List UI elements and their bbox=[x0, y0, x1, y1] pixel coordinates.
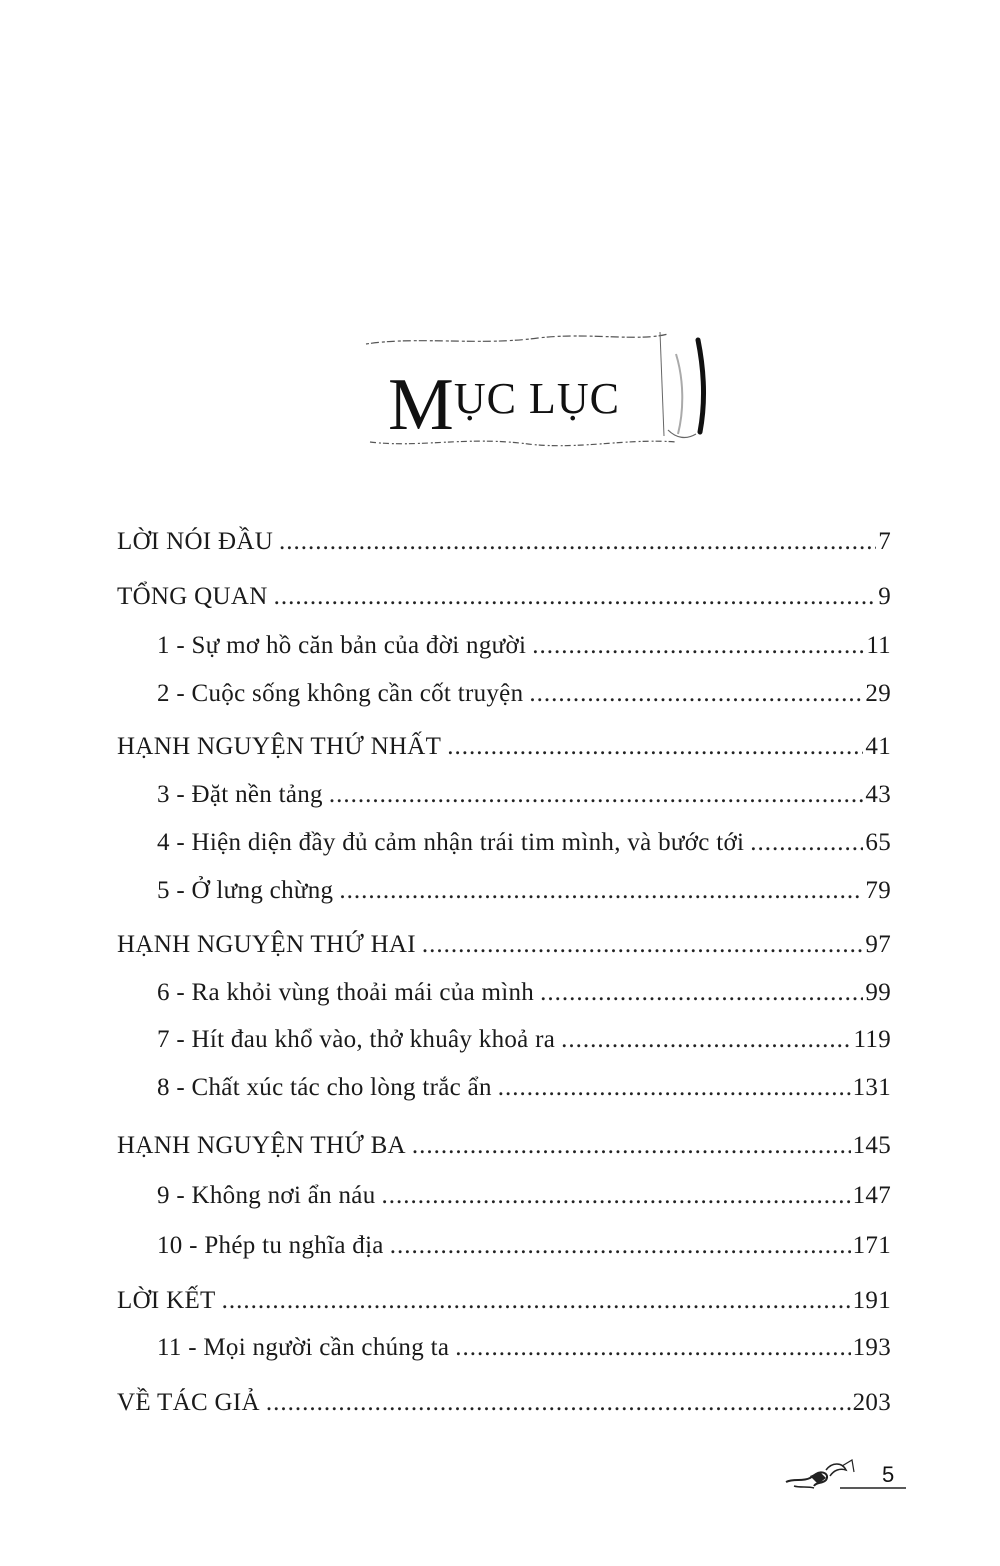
toc-entry-label: 5 - Ở lưng chừng bbox=[157, 877, 334, 904]
toc-entry-label: 1 - Sự mơ hồ căn bản của đời người bbox=[157, 632, 527, 659]
toc-entry-page: 191 bbox=[852, 1287, 891, 1314]
toc-entry-page: 131 bbox=[852, 1074, 891, 1101]
toc-leader-dots bbox=[412, 1124, 851, 1168]
toc-entry[interactable] bbox=[117, 1124, 891, 1168]
toc-leader-dots bbox=[422, 923, 863, 967]
toc-entry-page: 97 bbox=[865, 931, 891, 958]
toc-entry-label: LỜI KẾT bbox=[117, 1287, 216, 1314]
toc-subentry[interactable] bbox=[157, 1066, 891, 1110]
toc-leader-dots bbox=[222, 1279, 851, 1323]
toc-leader-dots bbox=[532, 624, 864, 668]
toc-entry-label: 8 - Chất xúc tác cho lòng trắc ẩn bbox=[157, 1074, 492, 1101]
toc-entry[interactable] bbox=[117, 575, 891, 619]
toc-leader-dots bbox=[279, 520, 876, 564]
toc-entry-label: HẠNH NGUYỆN THỨ NHẤT bbox=[117, 733, 442, 760]
toc-entry-page: 11 bbox=[866, 632, 891, 659]
title-rest: ỤC LỤC bbox=[453, 374, 620, 423]
toc-leader-dots bbox=[750, 821, 863, 865]
toc-entry-page: 147 bbox=[852, 1182, 891, 1209]
toc-entry-label: 7 - Hít đau khổ vào, thở khuây khoả ra bbox=[157, 1026, 556, 1053]
toc-entry-page: 7 bbox=[878, 528, 891, 555]
toc-entry-label: 9 - Không nơi ẩn náu bbox=[157, 1182, 376, 1209]
toc-leader-dots bbox=[329, 773, 864, 817]
title-banner bbox=[358, 330, 718, 460]
toc-entry-page: 9 bbox=[878, 583, 891, 610]
page-title bbox=[388, 360, 658, 450]
toc-entry-label: VỀ TÁC GIẢ bbox=[117, 1389, 260, 1416]
toc-subentry[interactable] bbox=[157, 1224, 891, 1268]
toc-subentry[interactable] bbox=[157, 1174, 891, 1218]
toc-leader-dots bbox=[390, 1224, 851, 1268]
toc-entry-page: 203 bbox=[852, 1389, 891, 1416]
toc-entry[interactable] bbox=[117, 1279, 891, 1323]
toc-entry-page: 193 bbox=[852, 1334, 891, 1361]
toc-leader-dots bbox=[455, 1326, 850, 1370]
toc-subentry[interactable] bbox=[157, 1326, 891, 1370]
toc-entry-page: 79 bbox=[865, 877, 891, 904]
toc-entry-page: 145 bbox=[852, 1132, 891, 1159]
page-footer bbox=[780, 1452, 910, 1502]
toc-entry-label: 4 - Hiện diện đầy đủ cảm nhận trái tim mình, và bước tới bbox=[157, 829, 745, 856]
page-number: 5 bbox=[882, 1462, 895, 1487]
toc-entry-label: 11 - Mọi người cần chúng ta bbox=[157, 1334, 450, 1361]
toc-subentry[interactable] bbox=[157, 672, 891, 716]
toc-subentry[interactable] bbox=[157, 971, 891, 1015]
toc-entry[interactable] bbox=[117, 1381, 891, 1425]
toc-entry-page: 119 bbox=[853, 1026, 891, 1053]
toc-entry-label: HẠNH NGUYỆN THỨ BA bbox=[117, 1132, 406, 1159]
toc-entry-label: LỜI NÓI ĐẦU bbox=[117, 528, 274, 555]
toc-entry-page: 99 bbox=[865, 979, 891, 1006]
toc-subentry[interactable] bbox=[157, 1018, 891, 1062]
toc-entry[interactable] bbox=[117, 725, 891, 769]
toc-entry-label: 2 - Cuộc sống không cần cốt truyện bbox=[157, 680, 524, 707]
toc-entry-label: 6 - Ra khỏi vùng thoải mái của mình bbox=[157, 979, 535, 1006]
toc-entry-label: HẠNH NGUYỆN THỨ HAI bbox=[117, 931, 416, 958]
toc-subentry[interactable] bbox=[157, 773, 891, 817]
toc-subentry[interactable] bbox=[157, 869, 891, 913]
toc-leader-dots bbox=[529, 672, 863, 716]
toc-entry-page: 43 bbox=[865, 781, 891, 808]
toc-entry-label: 10 - Phép tu nghĩa địa bbox=[157, 1232, 384, 1259]
toc-leader-dots bbox=[447, 725, 863, 769]
toc-entry-page: 65 bbox=[865, 829, 891, 856]
toc-entry-label: TỔNG QUAN bbox=[117, 583, 268, 610]
toc-leader-dots bbox=[498, 1066, 851, 1110]
toc-leader-dots bbox=[382, 1174, 851, 1218]
toc-subentry[interactable] bbox=[157, 624, 891, 668]
toc-leader-dots bbox=[561, 1018, 851, 1062]
toc-entry-label: 3 - Đặt nền tảng bbox=[157, 781, 323, 808]
toc-entry[interactable] bbox=[117, 923, 891, 967]
title-initial: M bbox=[388, 364, 454, 446]
toc-subentry[interactable] bbox=[157, 821, 891, 865]
toc-entry-page: 41 bbox=[865, 733, 891, 760]
toc-entry-page: 171 bbox=[852, 1232, 891, 1259]
toc-leader-dots bbox=[339, 869, 863, 913]
toc-leader-dots bbox=[540, 971, 863, 1015]
toc-entry-page: 29 bbox=[865, 680, 891, 707]
toc-leader-dots bbox=[274, 575, 877, 619]
toc-leader-dots bbox=[266, 1381, 851, 1425]
toc-entry[interactable] bbox=[117, 520, 891, 564]
